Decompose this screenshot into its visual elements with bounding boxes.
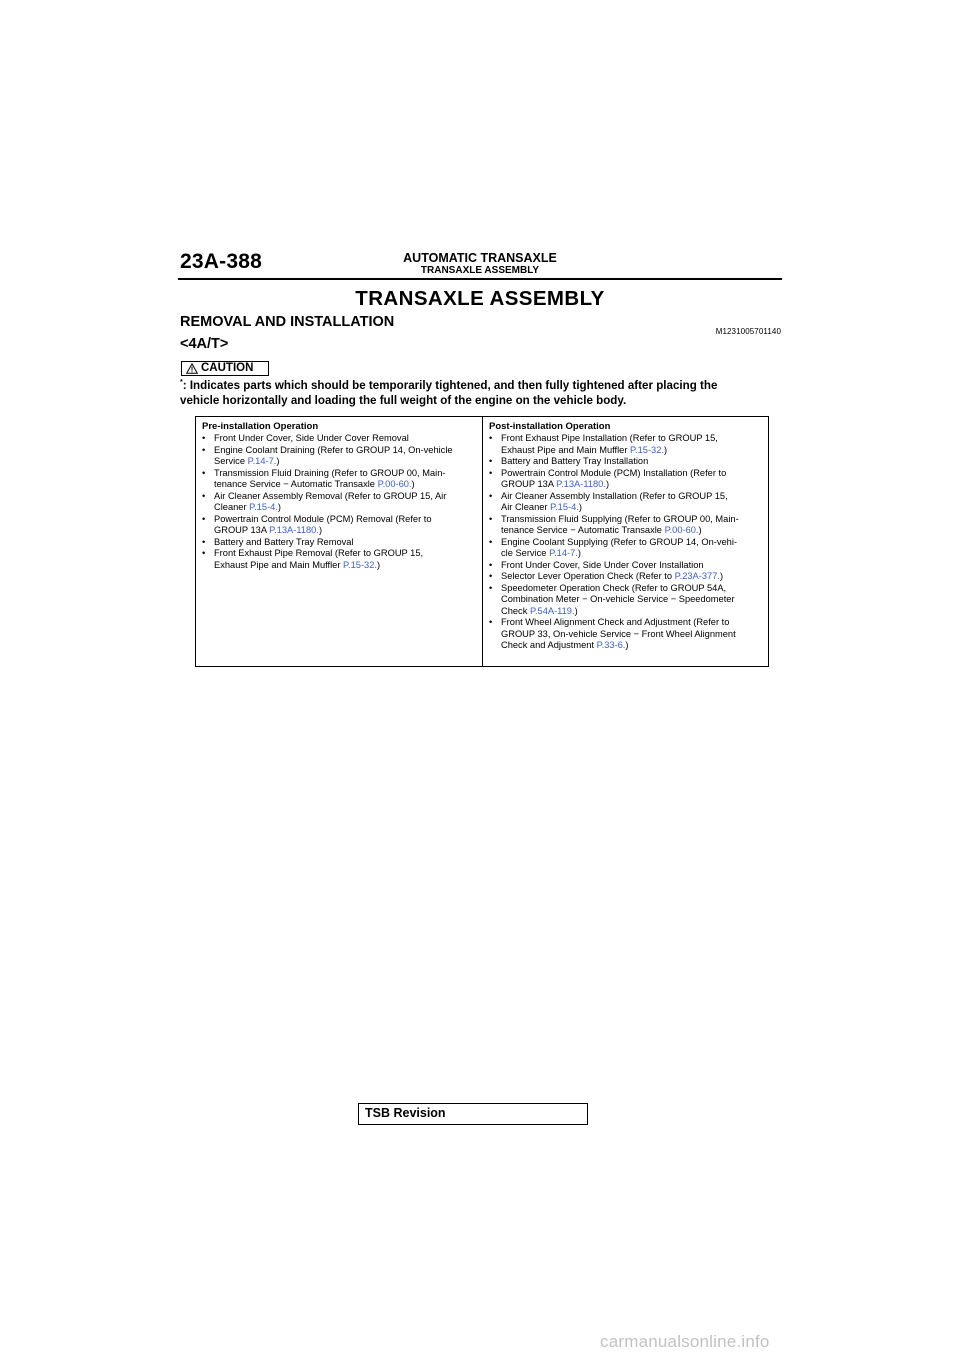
- item-text: Transmission Fluid Supplying (Refer to GROUP 00, Main-: [501, 513, 739, 524]
- post-installation-item: [489, 583, 764, 618]
- post-installation-item: [489, 456, 764, 468]
- item-text: GROUP 33, On-vehicle Service − Front Wheel Alignment: [501, 628, 736, 639]
- pre-installation-item: [202, 491, 477, 514]
- page-reference-link[interactable]: P.15-4.: [249, 502, 278, 512]
- item-text: Battery and Battery Tray Installation: [501, 456, 649, 466]
- pre-installation-item: [202, 468, 477, 491]
- item-text: Powertrain Control Module (PCM) Removal (Refer to: [214, 513, 432, 524]
- post-installation-item: [489, 514, 764, 537]
- item-text: Front Exhaust Pipe Removal (Refer to GROUP 15,: [214, 548, 424, 558]
- item-text-end: ): [277, 502, 282, 512]
- item-text: Powertrain Control Module (PCM) Installation (Refer to: [501, 467, 727, 478]
- operations-table: [195, 416, 769, 667]
- item-text-end: ): [276, 456, 280, 466]
- post-installation-item: [489, 571, 764, 583]
- page-reference-link[interactable]: P.15-32.: [343, 559, 377, 570]
- bullet-icon: •: [489, 467, 493, 478]
- post-installation-heading: Post-installation Operation: [489, 421, 611, 432]
- item-text: Exhaust Pipe and Main Muffler: [214, 559, 344, 570]
- pre-installation-list: [202, 433, 477, 571]
- item-text: Engine Coolant Supplying (Refer to GROUP 14, On-vehi-: [501, 536, 737, 547]
- bullet-icon: •: [202, 444, 206, 455]
- item-text: tenance Service − Automatic Transaxle: [501, 525, 665, 535]
- page-reference-link[interactable]: P.33-6.: [596, 640, 626, 650]
- warning-triangle-icon: [186, 363, 198, 374]
- page-reference-link[interactable]: P.00-60.: [664, 525, 699, 535]
- item-text: GROUP 13A: [501, 479, 557, 489]
- document-code: M1231005701140: [715, 327, 781, 336]
- item-text-end: ): [625, 640, 629, 650]
- item-text: Check and Adjustment: [501, 640, 597, 650]
- caution-label: CAUTION: [201, 362, 254, 374]
- caution-box: [181, 361, 269, 376]
- post-installation-item: [489, 491, 764, 514]
- item-text: Front Wheel Alignment Check and Adjustment (Refer to: [501, 617, 730, 627]
- item-text: Battery and Battery Tray Removal: [214, 536, 354, 547]
- page-reference-link[interactable]: P.15-4.: [550, 502, 579, 512]
- pre-installation-item: [202, 433, 477, 445]
- procedure-subtitle: REMOVAL AND INSTALLATION: [180, 314, 395, 330]
- item-text-end: ): [663, 444, 668, 455]
- bullet-icon: •: [489, 490, 493, 501]
- item-text: Selector Lever Operation Check (Refer to: [501, 571, 675, 581]
- pre-installation-item: [202, 548, 477, 571]
- note-line-2: vehicle horizontally and loading the full weight of the engine on the vehicle body.: [180, 393, 627, 407]
- item-text: Front Under Cover, Side Under Cover Installation: [501, 559, 704, 570]
- item-text-end: ): [698, 525, 702, 535]
- pre-installation-item: [202, 537, 477, 549]
- bullet-icon: •: [489, 433, 493, 443]
- bullet-icon: •: [202, 467, 206, 478]
- item-text: Front Under Cover, Side Under Cover Removal: [214, 433, 409, 443]
- pre-installation-heading: Pre-installation Operation: [202, 421, 319, 432]
- pre-installation-item: [202, 445, 477, 468]
- bullet-icon: •: [202, 433, 206, 443]
- item-text: Air Cleaner Assembly Removal (Refer to GROUP 15, Air: [214, 490, 447, 501]
- pre-installation-item: [202, 514, 477, 537]
- tsb-revision-box: [358, 1103, 588, 1125]
- caution-note: [180, 375, 780, 408]
- item-text: Combination Meter − On-vehicle Service − Speedometer: [501, 594, 735, 604]
- bullet-icon: •: [202, 490, 206, 501]
- item-text: Speedometer Operation Check (Refer to GROUP 54A,: [501, 582, 727, 593]
- item-text-end: ): [411, 479, 415, 489]
- bullet-icon: •: [202, 513, 206, 524]
- post-installation-item: [489, 537, 764, 560]
- item-text-end: ): [605, 479, 610, 489]
- page-reference-link[interactable]: P.23A-377.: [674, 571, 720, 581]
- item-text: Exhaust Pipe and Main Muffler: [501, 444, 631, 455]
- page-reference-link[interactable]: P.14-7.: [549, 548, 578, 558]
- page-number: 23A-388: [180, 250, 262, 273]
- bullet-icon: •: [489, 559, 493, 570]
- bullet-icon: •: [489, 617, 493, 627]
- item-text: Front Exhaust Pipe Installation (Refer to GROUP 15,: [501, 433, 718, 443]
- page-reference-link[interactable]: P.54A-119.: [529, 605, 575, 616]
- post-installation-item: [489, 560, 764, 572]
- item-text-end: ): [376, 559, 381, 570]
- item-text: Service: [214, 456, 248, 466]
- page-title: TRANSAXLE ASSEMBLY: [355, 287, 605, 310]
- item-text: cle Service: [501, 548, 550, 558]
- subsection-title: TRANSAXLE ASSEMBLY: [420, 265, 540, 276]
- page-reference-link[interactable]: P.13A-1180.: [556, 479, 606, 489]
- pre-installation-column: [196, 417, 483, 666]
- page-reference-link[interactable]: P.14-7.: [247, 456, 277, 466]
- note-marker: *: [180, 379, 183, 386]
- page-reference-link[interactable]: P.15-32.: [630, 444, 664, 455]
- post-installation-list: [489, 433, 764, 652]
- post-installation-column: [483, 417, 768, 666]
- bullet-icon: •: [489, 456, 493, 466]
- bullet-icon: •: [489, 536, 493, 547]
- item-text-end: ): [318, 525, 323, 535]
- transaxle-variant: <4A/T>: [180, 336, 229, 352]
- item-text-end: ): [577, 548, 581, 558]
- item-text-end: ): [578, 502, 582, 512]
- bullet-icon: •: [489, 513, 493, 524]
- item-text: Air Cleaner: [501, 502, 551, 512]
- page-reference-link[interactable]: P.13A-1180.: [269, 525, 319, 535]
- post-installation-item: [489, 433, 764, 456]
- section-title: AUTOMATIC TRANSAXLE: [403, 251, 557, 265]
- item-text: Cleaner: [214, 502, 250, 512]
- item-text: Transmission Fluid Draining (Refer to GROUP 00, Main-: [214, 467, 446, 478]
- bullet-icon: •: [202, 536, 206, 547]
- item-text: Check: [501, 605, 530, 616]
- bullet-icon: •: [489, 582, 493, 593]
- header-rule: [178, 278, 782, 280]
- post-installation-item: [489, 468, 764, 491]
- item-text: GROUP 13A: [214, 525, 270, 535]
- bullet-icon: •: [202, 548, 206, 558]
- item-text: tenance Service − Automatic Transaxle: [214, 479, 378, 489]
- item-text-end: ): [719, 571, 724, 581]
- item-text-end: ): [574, 605, 578, 616]
- page-reference-link[interactable]: P.00-60.: [377, 479, 412, 489]
- watermark: carmanualsonline.info: [600, 1332, 770, 1351]
- item-text: Air Cleaner Assembly Installation (Refer to GROUP 15,: [501, 490, 728, 501]
- tsb-revision-label: TSB Revision: [365, 1106, 446, 1120]
- item-text: Engine Coolant Draining (Refer to GROUP 14, On-vehicle: [214, 444, 453, 455]
- bullet-icon: •: [489, 571, 493, 581]
- note-line-1: : Indicates parts which should be temporarily tightened, and then fully tightened after placing the: [182, 378, 718, 392]
- post-installation-item: [489, 617, 764, 652]
